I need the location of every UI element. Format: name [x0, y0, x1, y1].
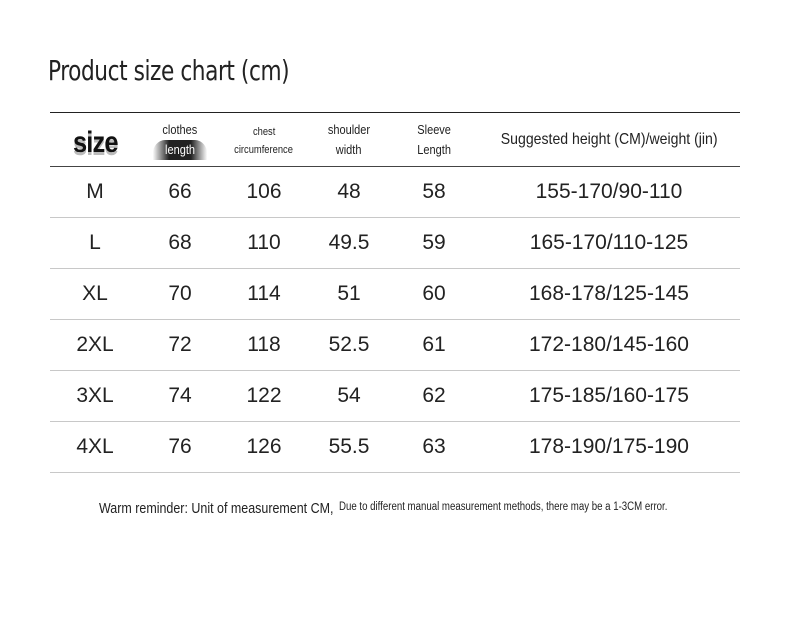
header-size	[50, 114, 140, 166]
top-divider	[50, 112, 740, 113]
cell-chest: 106	[220, 166, 308, 217]
reminder-error-text: Due to different manual measurement methods, there may be a 1-3CM error.	[339, 501, 668, 513]
cell-size: M	[50, 166, 140, 217]
header-sleeve-line1: Sleeve	[417, 122, 451, 137]
table-row	[50, 370, 740, 421]
cell-sleeve: 63	[390, 421, 478, 472]
header-suggested	[478, 114, 740, 166]
header-clothes-line1: clothes	[162, 122, 198, 137]
cell-suggested: 168-178/125-145	[478, 268, 740, 319]
cell-shoulder: 48	[308, 166, 390, 217]
table-row	[50, 268, 740, 319]
cell-length: 72	[140, 319, 220, 370]
cell-sleeve: 62	[390, 370, 478, 421]
cell-shoulder: 51	[308, 268, 390, 319]
cell-sleeve: 61	[390, 319, 478, 370]
cell-size: 4XL	[50, 421, 140, 472]
cell-size: L	[50, 217, 140, 268]
cell-chest: 118	[220, 319, 308, 370]
cell-length: 66	[140, 166, 220, 217]
cell-size: 2XL	[50, 319, 140, 370]
size-chart-table	[50, 114, 740, 473]
cell-length: 70	[140, 268, 220, 319]
table-row	[50, 421, 740, 472]
warm-reminder	[99, 500, 668, 518]
header-shoulder-width	[308, 114, 390, 166]
cell-shoulder: 54	[308, 370, 390, 421]
table-row	[50, 319, 740, 370]
cell-suggested: 175-185/160-175	[478, 370, 740, 421]
cell-chest: 122	[220, 370, 308, 421]
cell-sleeve: 60	[390, 268, 478, 319]
cell-sleeve: 59	[390, 217, 478, 268]
cell-suggested: 178-190/175-190	[478, 421, 740, 472]
table-row	[50, 166, 740, 217]
header-clothes-length	[140, 114, 220, 166]
header-chest-line1: chest	[252, 125, 276, 138]
header-sleeve-length	[390, 114, 478, 166]
cell-chest: 114	[220, 268, 308, 319]
header-shoulder-line2: width	[336, 142, 362, 157]
cell-length: 68	[140, 217, 220, 268]
cell-shoulder: 52.5	[308, 319, 390, 370]
cell-shoulder: 55.5	[308, 421, 390, 472]
page-title: Product size chart (cm)	[48, 54, 290, 87]
table-row	[50, 217, 740, 268]
cell-shoulder: 49.5	[308, 217, 390, 268]
cell-chest: 126	[220, 421, 308, 472]
header-chest-line2: circumference	[234, 143, 294, 156]
header-clothes-line2: length	[153, 140, 208, 160]
reminder-unit-text: Warm reminder: Unit of measurement CM,	[99, 501, 334, 517]
cell-chest: 110	[220, 217, 308, 268]
header-row	[50, 114, 740, 166]
header-suggested-label: Suggested height (CM)/weight (jin)	[500, 130, 718, 148]
cell-suggested: 172-180/145-160	[478, 319, 740, 370]
cell-suggested: 155-170/90-110	[478, 166, 740, 217]
cell-length: 76	[140, 421, 220, 472]
header-shoulder-line1: shoulder	[327, 122, 371, 137]
header-chest-circumference	[220, 114, 308, 166]
cell-sleeve: 58	[390, 166, 478, 217]
cell-length: 74	[140, 370, 220, 421]
cell-size: 3XL	[50, 370, 140, 421]
cell-size: XL	[50, 268, 140, 319]
header-sleeve-line2: Length	[417, 142, 451, 157]
header-size-label: size	[72, 125, 118, 159]
cell-suggested: 165-170/110-125	[478, 217, 740, 268]
